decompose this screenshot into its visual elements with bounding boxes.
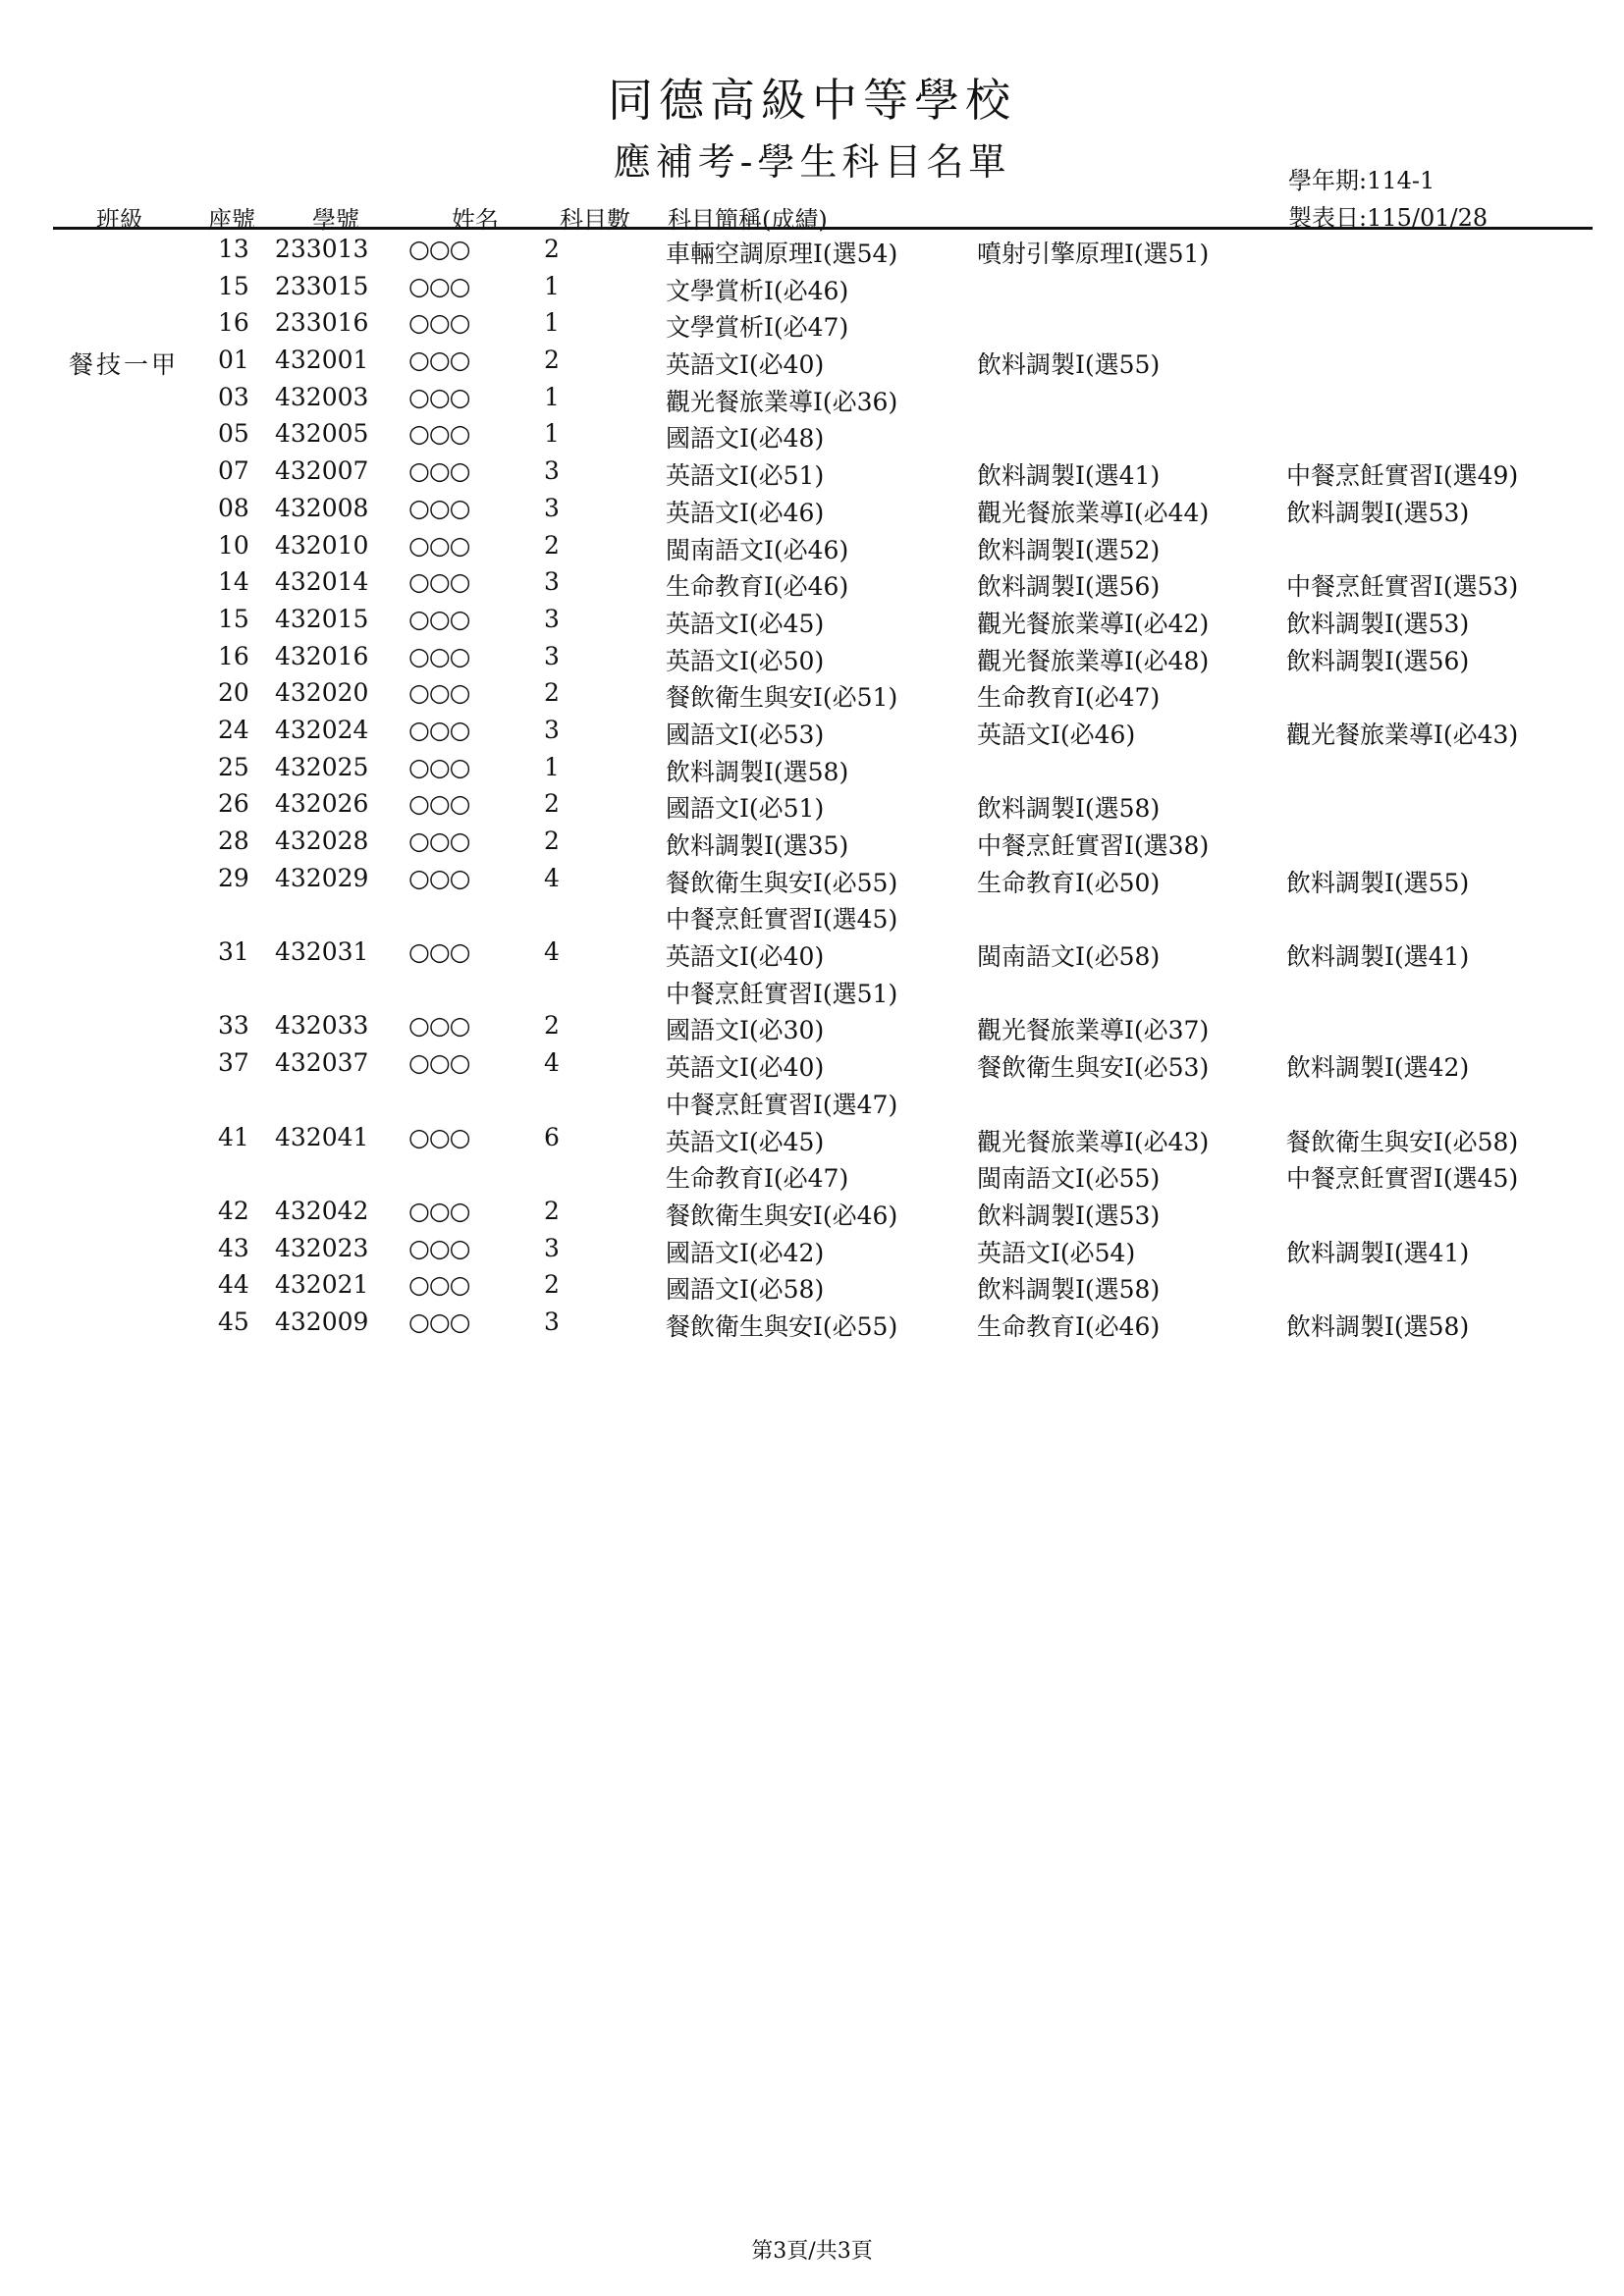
table-row <box>0 934 1624 972</box>
subject-3: 飲料調製Ⅰ(選42) <box>1286 1053 1470 1083</box>
seat-number: 01 <box>218 346 249 375</box>
subject-2: 噴射引擎原理Ⅰ(選51) <box>977 240 1210 268</box>
header-class: 班級 <box>96 206 143 234</box>
subject-2: 英語文Ⅰ(必46) <box>977 720 1136 749</box>
subject-count: 2 <box>544 1196 560 1225</box>
header-name: 姓名 <box>452 206 499 234</box>
student-id: 233013 <box>275 235 369 263</box>
subject-1: 國語文Ⅰ(必48) <box>666 424 825 454</box>
student-name: ○○○ <box>408 346 470 375</box>
subject-2: 英語文Ⅰ(必54) <box>977 1238 1136 1267</box>
student-id: 432009 <box>275 1307 369 1336</box>
table-row <box>0 824 1624 861</box>
subject-1: 英語文Ⅰ(必40) <box>666 350 825 380</box>
table-row <box>0 639 1624 676</box>
student-name: ○○○ <box>408 604 470 633</box>
subject-count: 2 <box>544 678 560 708</box>
subject-2: 觀光餐旅業導Ⅰ(必44) <box>977 498 1210 527</box>
subject-count: 1 <box>544 752 560 781</box>
subject-3: 中餐烹飪實習Ⅰ(選49) <box>1286 461 1519 491</box>
page-footer: 第3頁/共3頁 <box>751 2239 873 2264</box>
subject-1: 中餐烹飪實習Ⅰ(選51) <box>666 979 898 1008</box>
seat-number: 07 <box>218 456 249 486</box>
table-row <box>0 1231 1624 1268</box>
subject-1: 餐飲衛生與安Ⅰ(必46) <box>666 1201 898 1230</box>
student-name: ○○○ <box>408 789 470 819</box>
seat-number: 20 <box>218 678 249 708</box>
subject-2: 生命教育Ⅰ(必47) <box>977 683 1161 713</box>
student-id: 432026 <box>275 789 369 819</box>
subject-2: 餐飲衛生與安Ⅰ(必53) <box>977 1053 1210 1083</box>
seat-number: 45 <box>218 1307 249 1336</box>
student-id: 432001 <box>275 346 369 375</box>
seat-number: 14 <box>218 567 249 597</box>
subject-count: 1 <box>544 419 560 449</box>
seat-number: 28 <box>218 827 249 855</box>
subject-2: 中餐烹飪實習Ⅰ(選38) <box>977 831 1210 860</box>
seat-number: 13 <box>218 235 249 263</box>
subject-3: 中餐烹飪實習Ⅰ(選53) <box>1286 572 1519 602</box>
seat-number: 08 <box>218 493 249 522</box>
subject-1: 國語文Ⅰ(必51) <box>666 794 825 824</box>
subject-3: 餐飲衛生與安Ⅰ(必58) <box>1286 1127 1519 1156</box>
seat-number: 16 <box>218 308 249 338</box>
subject-count: 2 <box>544 530 560 560</box>
seat-number: 25 <box>218 752 249 781</box>
student-id: 432023 <box>275 1233 369 1262</box>
subject-2: 觀光餐旅業導Ⅰ(必42) <box>977 609 1210 638</box>
seat-number: 29 <box>218 863 249 892</box>
seat-number: 15 <box>218 271 249 300</box>
subject-1: 中餐烹飪實習Ⅰ(選47) <box>666 1090 898 1119</box>
subject-count: 1 <box>544 271 560 300</box>
subject-count: 1 <box>544 308 560 338</box>
table-row <box>0 713 1624 750</box>
subject-1: 英語文Ⅰ(必45) <box>666 1127 825 1156</box>
header-subject-count: 科目數 <box>560 206 630 234</box>
subject-2: 飲料調製Ⅰ(選53) <box>977 1201 1161 1230</box>
subject-count: 2 <box>544 1270 560 1300</box>
student-name: ○○○ <box>408 456 470 486</box>
student-id: 432041 <box>275 1122 369 1151</box>
seat-number: 43 <box>218 1233 249 1262</box>
student-name: ○○○ <box>408 235 470 263</box>
table-row <box>0 897 1624 934</box>
table-row <box>0 343 1624 380</box>
student-id: 432010 <box>275 530 369 560</box>
student-name: ○○○ <box>408 419 470 449</box>
student-name: ○○○ <box>408 308 470 338</box>
student-name: ○○○ <box>408 827 470 855</box>
student-id: 432020 <box>275 678 369 708</box>
subject-1: 文學賞析Ⅰ(必47) <box>666 313 849 343</box>
subject-3: 飲料調製Ⅰ(選41) <box>1286 1238 1470 1267</box>
school-title: 同德高級中等學校 <box>608 74 1016 127</box>
table-row <box>0 1305 1624 1342</box>
table-row <box>0 750 1624 787</box>
student-name: ○○○ <box>408 1011 470 1041</box>
table-row <box>0 305 1624 343</box>
print-date: 製表日:115/01/28 <box>1288 204 1489 232</box>
subject-count: 3 <box>544 567 560 597</box>
header-student-id: 學號 <box>312 206 359 234</box>
student-name: ○○○ <box>408 1233 470 1262</box>
subject-1: 國語文Ⅰ(必53) <box>666 720 825 749</box>
subject-count: 3 <box>544 604 560 633</box>
table-row <box>0 416 1624 454</box>
seat-number: 42 <box>218 1196 249 1225</box>
seat-number: 03 <box>218 382 249 411</box>
table-row <box>0 786 1624 824</box>
table-row <box>0 380 1624 417</box>
student-id: 432037 <box>275 1048 369 1078</box>
student-id: 233015 <box>275 271 369 300</box>
subject-1: 英語文Ⅰ(必46) <box>666 498 825 527</box>
subject-count: 3 <box>544 456 560 486</box>
subject-count: 3 <box>544 641 560 670</box>
subject-count: 3 <box>544 493 560 522</box>
subject-1: 餐飲衛生與安Ⅰ(必55) <box>666 868 898 897</box>
seat-number: 05 <box>218 419 249 449</box>
subject-1: 國語文Ⅰ(必42) <box>666 1238 825 1267</box>
student-name: ○○○ <box>408 937 470 967</box>
subject-1: 英語文Ⅰ(必50) <box>666 646 825 675</box>
student-name: ○○○ <box>408 1307 470 1336</box>
student-id: 432029 <box>275 863 369 892</box>
table-row <box>0 564 1624 602</box>
student-id: 432003 <box>275 382 369 411</box>
subject-count: 3 <box>544 715 560 744</box>
seat-number: 41 <box>218 1122 249 1151</box>
subject-count: 4 <box>544 937 560 967</box>
subject-2: 飲料調製Ⅰ(選58) <box>977 794 1161 824</box>
student-name: ○○○ <box>408 1122 470 1151</box>
student-name: ○○○ <box>408 715 470 744</box>
table-row <box>0 1120 1624 1157</box>
subject-2: 生命教育Ⅰ(必46) <box>977 1311 1161 1341</box>
subject-count: 2 <box>544 346 560 375</box>
subject-count: 2 <box>544 1011 560 1041</box>
seat-number: 24 <box>218 715 249 744</box>
table-row <box>0 1194 1624 1231</box>
subject-3: 中餐烹飪實習Ⅰ(選45) <box>1286 1164 1519 1194</box>
subject-1: 飲料調製Ⅰ(選58) <box>666 757 849 786</box>
seat-number: 44 <box>218 1270 249 1300</box>
subject-2: 飲料調製Ⅰ(選58) <box>977 1275 1161 1305</box>
table-row <box>0 602 1624 639</box>
subject-1: 餐飲衛生與安Ⅰ(必51) <box>666 683 898 713</box>
subject-count: 2 <box>544 789 560 819</box>
subject-2: 觀光餐旅業導Ⅰ(必37) <box>977 1016 1210 1045</box>
table-row <box>0 1083 1624 1120</box>
subject-count: 6 <box>544 1122 560 1151</box>
student-id: 432025 <box>275 752 369 781</box>
student-id: 432008 <box>275 493 369 522</box>
student-id: 432028 <box>275 827 369 855</box>
subject-1: 觀光餐旅業導Ⅰ(必36) <box>666 387 898 416</box>
table-row <box>0 1267 1624 1305</box>
table-row <box>0 861 1624 898</box>
subject-3: 飲料調製Ⅰ(選53) <box>1286 498 1470 527</box>
subject-1: 閩南語文Ⅰ(必46) <box>666 535 849 564</box>
subject-count: 4 <box>544 1048 560 1078</box>
subject-2: 飲料調製Ⅰ(選41) <box>977 461 1161 491</box>
student-id: 432024 <box>275 715 369 744</box>
seat-number: 16 <box>218 641 249 670</box>
subject-3: 飲料調製Ⅰ(選58) <box>1286 1311 1470 1341</box>
student-id: 432014 <box>275 567 369 597</box>
table-row <box>0 232 1624 269</box>
student-id: 432033 <box>275 1011 369 1041</box>
subject-count: 2 <box>544 827 560 855</box>
subject-2: 飲料調製Ⅰ(選56) <box>977 572 1161 602</box>
student-name: ○○○ <box>408 382 470 411</box>
student-id: 432015 <box>275 604 369 633</box>
subject-1: 餐飲衛生與安Ⅰ(必55) <box>666 1311 898 1341</box>
subject-3: 飲料調製Ⅰ(選41) <box>1286 942 1470 972</box>
table-row <box>0 1008 1624 1045</box>
subject-2: 生命教育Ⅰ(必50) <box>977 868 1161 897</box>
subject-1: 國語文Ⅰ(必30) <box>666 1016 825 1045</box>
seat-number: 37 <box>218 1048 249 1078</box>
table-row <box>0 1156 1624 1194</box>
subject-count: 1 <box>544 382 560 411</box>
table-row <box>0 972 1624 1009</box>
document-title: 應補考-學生科目名單 <box>613 140 1011 184</box>
student-name: ○○○ <box>408 1270 470 1300</box>
header-rule <box>53 227 1593 230</box>
class-cell: 餐技一甲 <box>69 350 180 380</box>
subject-1: 中餐烹飪實習Ⅰ(選45) <box>666 905 898 934</box>
subject-1: 英語文Ⅰ(必40) <box>666 942 825 972</box>
seat-number: 10 <box>218 530 249 560</box>
subject-count: 3 <box>544 1307 560 1336</box>
student-id: 432031 <box>275 937 369 967</box>
subject-1: 英語文Ⅰ(必40) <box>666 1053 825 1083</box>
subject-2: 閩南語文Ⅰ(必55) <box>977 1164 1161 1194</box>
seat-number: 26 <box>218 789 249 819</box>
subject-1: 文學賞析Ⅰ(必46) <box>666 276 849 305</box>
table-row <box>0 454 1624 491</box>
subject-2: 觀光餐旅業導Ⅰ(必48) <box>977 646 1210 675</box>
subject-1: 英語文Ⅰ(必45) <box>666 609 825 638</box>
subject-count: 2 <box>544 235 560 263</box>
academic-term: 學年期:114-1 <box>1288 167 1435 194</box>
student-name: ○○○ <box>408 678 470 708</box>
subject-count: 4 <box>544 863 560 892</box>
subject-3: 飲料調製Ⅰ(選53) <box>1286 609 1470 638</box>
student-table <box>0 232 1624 1342</box>
subject-1: 英語文Ⅰ(必51) <box>666 461 825 491</box>
subject-1: 生命教育Ⅰ(必47) <box>666 1164 849 1194</box>
table-row <box>0 491 1624 528</box>
subject-1: 飲料調製Ⅰ(選35) <box>666 831 849 860</box>
student-id: 432007 <box>275 456 369 486</box>
student-name: ○○○ <box>408 271 470 300</box>
student-name: ○○○ <box>408 1048 470 1078</box>
student-name: ○○○ <box>408 530 470 560</box>
subject-2: 飲料調製Ⅰ(選55) <box>977 350 1161 380</box>
subject-2: 觀光餐旅業導Ⅰ(必43) <box>977 1127 1210 1156</box>
header-subjects: 科目簡稱(成績) <box>668 206 828 234</box>
table-row <box>0 528 1624 565</box>
student-name: ○○○ <box>408 567 470 597</box>
table-row <box>0 1045 1624 1083</box>
student-name: ○○○ <box>408 863 470 892</box>
seat-number: 33 <box>218 1011 249 1041</box>
subject-count: 3 <box>544 1233 560 1262</box>
seat-number: 31 <box>218 937 249 967</box>
subject-2: 飲料調製Ⅰ(選52) <box>977 535 1161 564</box>
subject-3: 飲料調製Ⅰ(選56) <box>1286 646 1470 675</box>
subject-1: 國語文Ⅰ(必58) <box>666 1275 825 1305</box>
student-name: ○○○ <box>408 493 470 522</box>
subject-1: 車輛空調原理Ⅰ(選54) <box>666 240 898 268</box>
subject-3: 飲料調製Ⅰ(選55) <box>1286 868 1470 897</box>
student-id: 432021 <box>275 1270 369 1300</box>
student-id: 432042 <box>275 1196 369 1225</box>
student-name: ○○○ <box>408 641 470 670</box>
student-id: 432016 <box>275 641 369 670</box>
subject-3: 觀光餐旅業導Ⅰ(必43) <box>1286 720 1519 749</box>
table-row <box>0 269 1624 306</box>
table-row <box>0 675 1624 713</box>
student-id: 432005 <box>275 419 369 449</box>
student-name: ○○○ <box>408 752 470 781</box>
subject-2: 閩南語文Ⅰ(必58) <box>977 942 1161 972</box>
student-id: 233016 <box>275 308 369 338</box>
seat-number: 15 <box>218 604 249 633</box>
subject-1: 生命教育Ⅰ(必46) <box>666 572 849 602</box>
student-name: ○○○ <box>408 1196 470 1225</box>
header-seat: 座號 <box>208 206 255 234</box>
